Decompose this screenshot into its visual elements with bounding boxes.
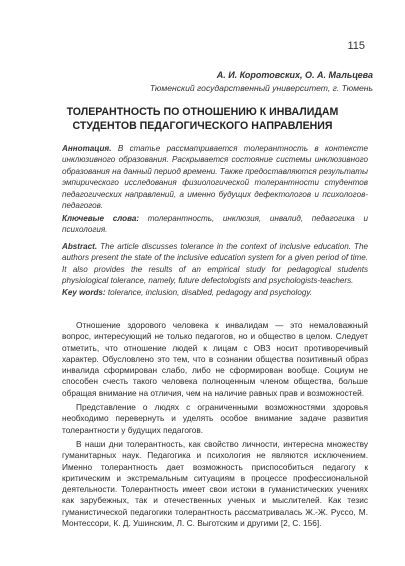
- page-number: 115: [347, 40, 365, 52]
- article-title: [40, 105, 365, 133]
- abstract-en: [62, 241, 368, 287]
- abstract-en-text: The article discusses tolerance in the context of inclusive education. The authors present the state of the inclusive education system for a given period of time. It also provides the results of an empirical study for pedagogical students physiological tolerance, namely, future defectologists and psychologists-teachers.: [62, 242, 368, 286]
- body-paragraph-1: Отношение здорового человека к инвалидам — это немаловажный вопрос, интересующий не только педагогов, но и общество в целом. Следует отметить, что отношение людей к лицам с ОВЗ носит противоречивый характер. Обусловлено это тем, что в сознании общества позитивный образ инвалида сформирован слабо, либо не сформирован вообще. Социум не способен счесть такого человека полноценным членом общества, больше обращая внимание на отличия, чем на наличие равных прав и возможностей.: [62, 320, 368, 398]
- affiliation: Тюменский государственный университет, г. Тюмень: [149, 83, 373, 93]
- abstract-ru: [62, 143, 368, 211]
- abstract-ru-label: Аннотация.: [62, 144, 112, 153]
- keywords-en-label: Key words:: [62, 288, 106, 297]
- body-paragraph-2: Представление о людях с ограниченными возможностями здоровья необходимо перевернуть и уделять особое внимание задаче развития толерантности у будущих педагогов.: [62, 402, 368, 435]
- keywords-ru: [62, 213, 368, 236]
- keywords-en-text: tolerance, inclusion, disabled, pedagogy and psychology.: [107, 288, 313, 297]
- abstract-en-label: Abstract.: [62, 242, 98, 251]
- body-paragraph-3: В наши дни толерантность, как свойство личности, интересна множеству гуманитарных наук. Педагогика и психология не являются исключением. Именно толерантность дает возможность приспособиться педагогу к критическим и экстремальным ситуациям в процессе профессиональной деятельности. Толерантность имеет свои истоки в гуманистических учениях как зарубежных, так и отечественных ученых и мыслителей. Как тезис гуманистической педагогики толерантность рассматривалась Ж.-Ж. Руссо, М. Монтессори, К. Д. Ушинским, Л. С. Выготским и другими [2, С. 156].: [62, 438, 368, 529]
- title-line-2: СТУДЕНТОВ ПЕДАГОГИЧЕСКОГО НАПРАВЛЕНИЯ: [72, 120, 333, 132]
- keywords-en: [62, 287, 368, 298]
- keywords-ru-label: Ключевые слова:: [62, 214, 140, 223]
- abstract-ru-text: В статье рассматривается толерантность в контексте инклюзивного образования. Раскрывается состояние системы инклюзивного образования на данный период времени. Также предоставляются результаты эмпирического исследования физиологической толерантности студентов педагогических направлений, а именно будущих дефектологов и психологов-педагогов.: [62, 144, 368, 211]
- article-body: [62, 320, 368, 532]
- keywords-ru-text: толерантность, инклюзия, инвалид, педагогика и психология.: [62, 214, 368, 235]
- authors: А. И. Коротовских, О. А. Мальцева: [216, 70, 373, 80]
- title-line-1: ТОЛЕРАНТНОСТЬ ПО ОТНОШЕНИЮ К ИНВАЛИДАМ: [66, 106, 339, 118]
